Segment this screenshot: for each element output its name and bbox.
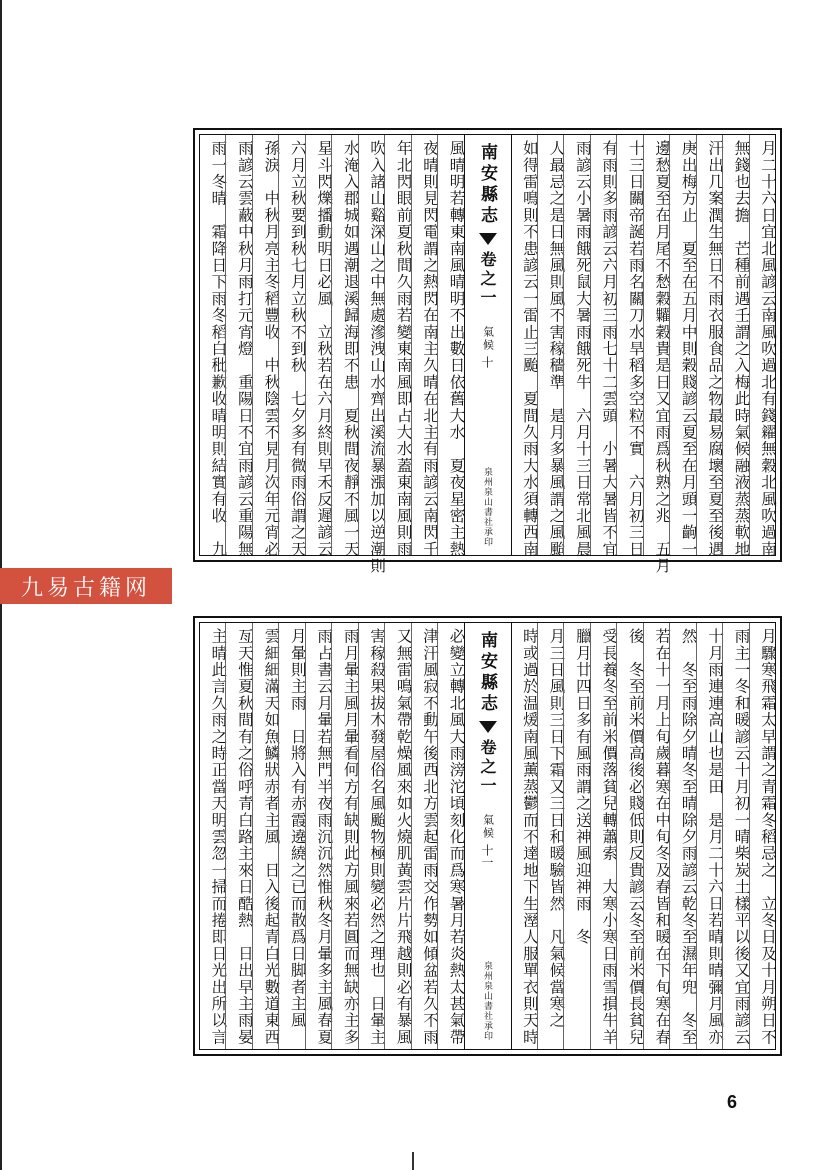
fish-tail-ornament-icon bbox=[479, 721, 497, 733]
text-column: 十三日關帝誕若雨名關刀水旱稻多空粒不實 六月初三日 bbox=[616, 135, 642, 555]
volume-label: 卷之一 bbox=[478, 251, 497, 308]
text-column: 雨月暈主風月暈看何方有缺則此方風來若圓而無缺亦主多 bbox=[331, 623, 357, 1049]
text-column: 害稼殺果拔木發屋俗名風颱物極則變必然之理也 日暈主 bbox=[358, 623, 384, 1049]
folio-number: 十一 bbox=[480, 844, 494, 868]
watermark-banner: 九易古籍网 bbox=[0, 568, 172, 604]
text-column: 十月雨連連高山也是田 是月二十六日若晴則晴彌月風亦 bbox=[696, 623, 722, 1049]
text-column: 津汗風寂不動午後西北方雲起雷雨交作勢如傾盆若久不雨 bbox=[411, 623, 437, 1049]
text-column: 水淹入郡城如遇潮退溪歸海即不患 夏秋間夜靜不風一天 bbox=[331, 135, 357, 555]
text-column: 月二十六日宜北風諺云南風吹過北有錢糴無穀北風吹過南 bbox=[749, 135, 775, 555]
text-column: 後 冬至前米價高後必賤低則反貴諺云冬至前米價長貧兒 bbox=[616, 623, 642, 1049]
text-column: 雨主一冬和暖諺云十月初一晴柴炭土樣平以後又宜雨諺云 bbox=[722, 623, 748, 1049]
text-column: 雲細細滿天如魚鱗狀赤者主風 日入後起青白光數道東西 bbox=[252, 623, 278, 1049]
text-column: 吹入諸山谿深山之中無處滲洩山水齊出溪流暴漲加以逆潮則 bbox=[358, 135, 384, 555]
text-column: 月驟寒飛霜太早謂之青霜冬稻忌之 立冬日及十月朔日不 bbox=[749, 623, 775, 1049]
text-column: 孫淚 中秋月亮主冬稻豐收 中秋陰雲不見月次年元宵必 bbox=[252, 135, 278, 555]
page-number: 6 bbox=[727, 1092, 738, 1112]
section-label: 氣候 bbox=[481, 326, 495, 352]
text-column: 月暈則主雨 日將入有赤霞遶繞之已而散爲日脚者主風 bbox=[278, 623, 304, 1049]
text-column: 若在十一月上旬歲暮寒在中旬冬及春皆和暖在下旬寒在春 bbox=[643, 623, 669, 1049]
text-column: 時或過於温煖南風薰蒸鬱而不達地下生溼人服單衣則天時 bbox=[520, 628, 539, 1046]
text-column: 星斗閃爍播動明日必風 立秋若在六月終則早禾反遲諺云 bbox=[305, 135, 331, 555]
text-column: 臘月廿四日多有風雨謂之送神風迎神雨 冬 bbox=[563, 623, 589, 1049]
text-column: 必變立轉北風大雨滂沱頃刻化而爲寒暑月若炎熱太甚氣帶 bbox=[437, 623, 463, 1049]
text-column: 庚出梅方止 夏至在五月中則穀賤諺云夏至在月頭一齣一 bbox=[669, 135, 695, 555]
top-center-gutter bbox=[464, 135, 512, 555]
text-column: 雨占書云月暈若無門半夜雨沉沉然惟秋冬月暈多主風春夏 bbox=[305, 623, 331, 1049]
bottom-left-half bbox=[200, 623, 464, 1049]
top-left-half bbox=[200, 135, 466, 575]
text-column: 主晴此言久雨之時正當天明雲忽一掃而捲即日光出所以言 bbox=[209, 628, 228, 1046]
text-column: 受長養冬至前米價落貧兒轉蕭索 大寒小寒日雨雪損牛羊 bbox=[590, 623, 616, 1049]
binding-mark bbox=[412, 1152, 414, 1170]
bottom-right-half bbox=[512, 623, 776, 1049]
book-title: 南安縣志 bbox=[477, 143, 497, 227]
text-column: 月三日風則三日下霜又三日和暖驗皆然 凡氣候當寒之 bbox=[537, 623, 563, 1049]
text-column: 亙天惟夏秋間有之俗呼青白路主來日酷熱 日出早主雨晏 bbox=[225, 623, 251, 1049]
text-column: 汗出几案潤生無日不雨衣服食品之物最易腐壞至夏至後遇 bbox=[696, 135, 722, 555]
text-column: 人最忌之是日無風則風不害稼穡準 是月多暴風謂之風颱 bbox=[537, 135, 563, 555]
top-page-spread bbox=[193, 128, 782, 575]
publisher-label: 泉州泉山書社承印 bbox=[482, 961, 492, 1041]
folio-number: 十 bbox=[480, 356, 494, 368]
text-column: 如得雷鳴則不患諺云一雷止三颱 夏間久雨大水須轉西南 bbox=[520, 140, 539, 558]
text-column: 邊愁夏至在月尾不愁穀糶穀貴是日又宜雨爲秋熟之兆 五月 bbox=[643, 135, 669, 555]
publisher-label: 泉州泉山書社承印 bbox=[482, 467, 492, 547]
fish-tail-ornament-icon bbox=[479, 233, 497, 245]
bottom-inner-frame bbox=[199, 622, 776, 1050]
text-column: 六月立秋要到秋七月立秋不到秋 七夕多有微雨俗謂之天 bbox=[278, 135, 304, 555]
section-label: 氣候 bbox=[481, 814, 495, 840]
text-column: 年北閃眼前夏秋間久雨若變東南風即占大水蓋東南風則雨 bbox=[384, 135, 410, 555]
text-column: 雨諺云小暑雨餓死鼠大暑雨餓死牛 六月十三日常北風晨 bbox=[563, 135, 589, 555]
text-column: 風晴明若轉東南風晴明不出數日依舊大水 夏夜星密主熱 bbox=[437, 135, 463, 555]
volume-label: 卷之一 bbox=[478, 739, 497, 796]
text-column: 無錢也去擔 芒種前遇壬謂之入梅此時氣候融液蒸蒸軟地 bbox=[722, 135, 748, 555]
text-column: 雨諺云雲蔽中秋月雨打元宵燈 重陽日不宜雨諺云重陽無 bbox=[225, 135, 251, 555]
bottom-page-spread bbox=[193, 616, 782, 1056]
top-inner-frame bbox=[199, 134, 777, 575]
bottom-center-gutter bbox=[464, 623, 512, 1049]
book-title: 南安縣志 bbox=[477, 631, 497, 715]
text-column: 雨一冬晴 霜降日下雨冬稻白秕歉收晴明則結實有收 九 bbox=[209, 140, 228, 558]
text-column: 有雨則多雨諺云六月初三雨七十二雲頭 小暑大暑皆不宜 bbox=[590, 135, 616, 555]
text-column: 然 冬至雨除夕晴冬至晴除夕雨諺云乾冬至濕年兜 冬至 bbox=[669, 623, 695, 1049]
text-column: 又無雷鳴氣帶乾燥風來如火燒肌黃雲片片飛越則必有暴風 bbox=[384, 623, 410, 1049]
text-column: 夜晴則見閃電謂之熱閃在南主久晴在北主有雨諺云南閃千 bbox=[411, 135, 437, 555]
top-right-half bbox=[512, 135, 777, 575]
